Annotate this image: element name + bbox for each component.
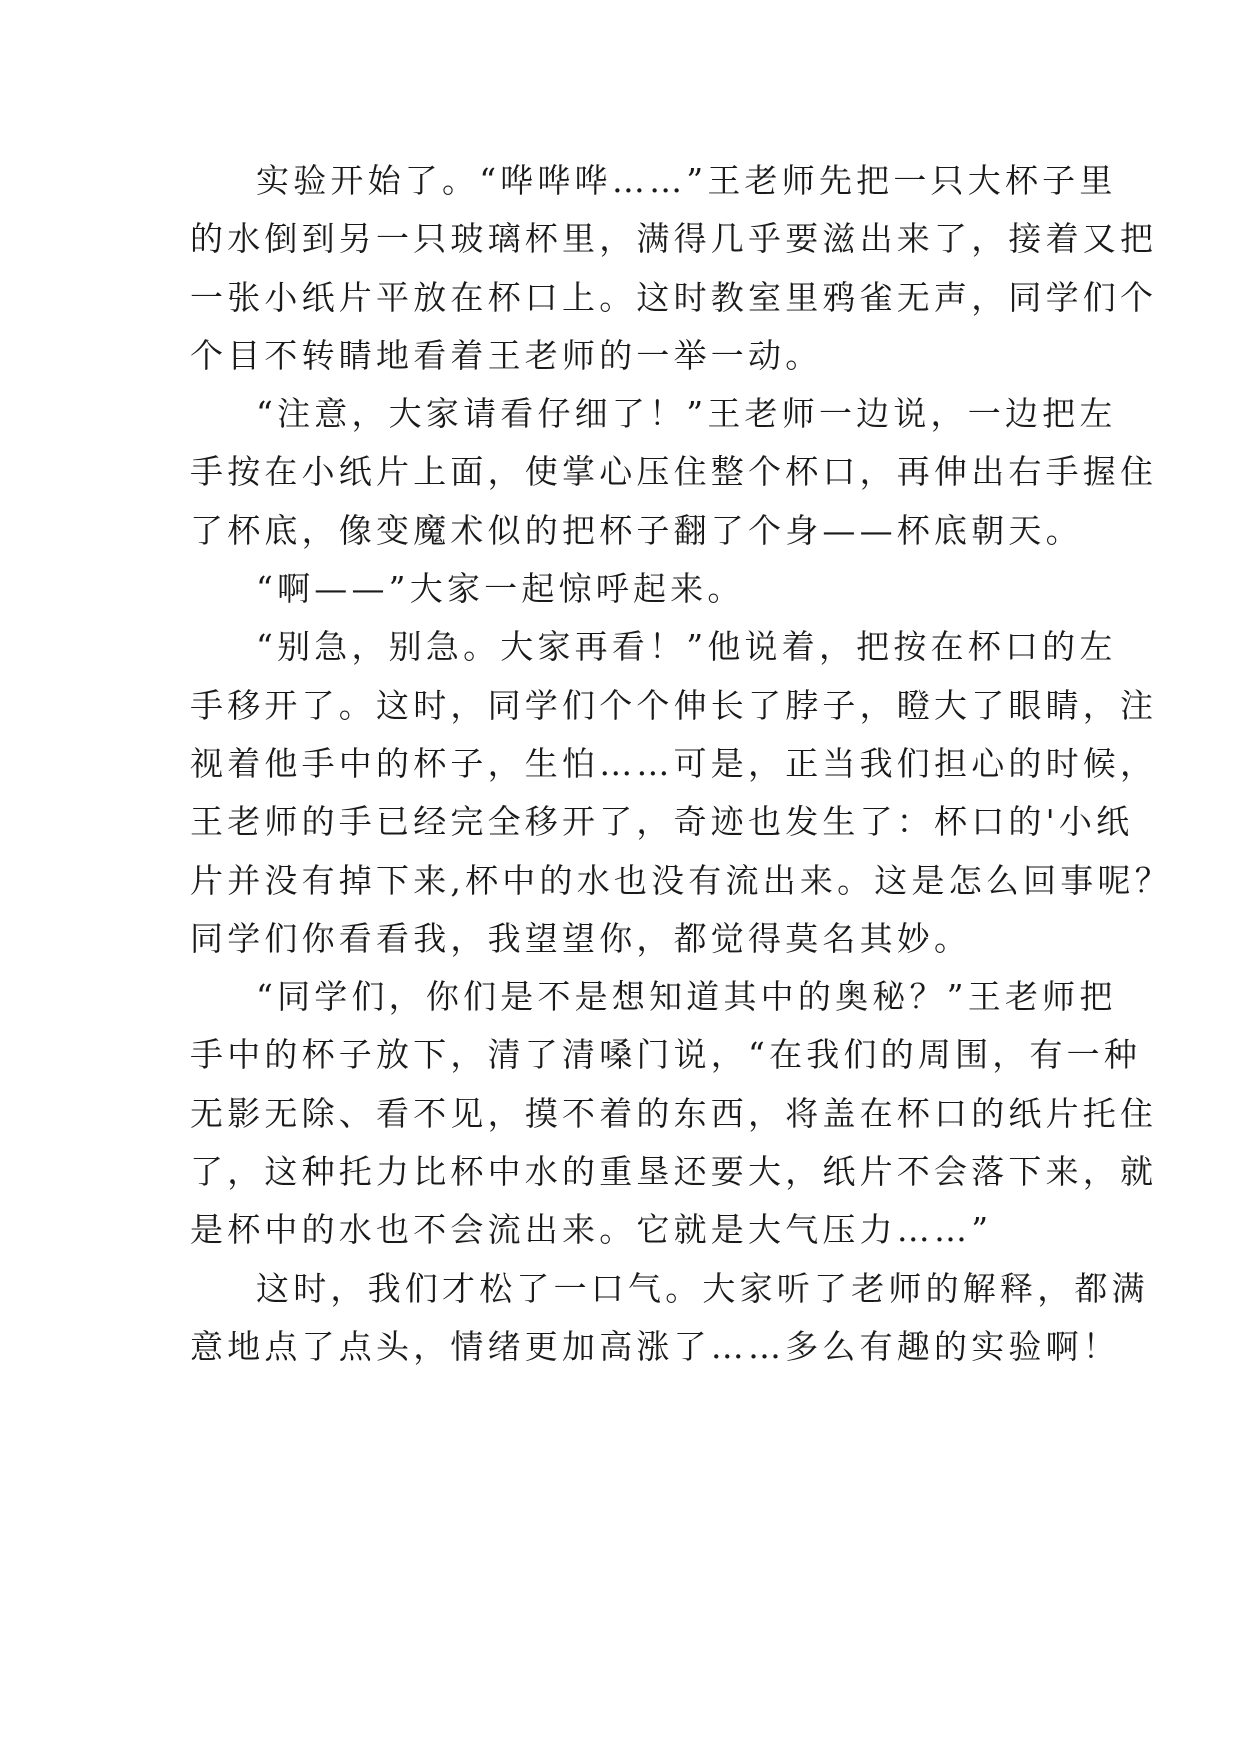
text-line: “别急，别急。大家再看！”他说着，把按在杯口的左 [256,627,1117,667]
text-line: 这时，我们才松了一口气。大家听了老师的解释，都满 [256,1268,1149,1308]
text-line: 的水倒到另一只玻璃杯里，满得几乎要滋出来了，接着又把 [190,219,1158,259]
text-line: 了杯底，像变魔术似的把杯子翻了个身——杯底朝天。 [190,510,1083,550]
text-line: 片并没有掉下来,杯中的水也没有流出来。这是怎么回事呢？ [190,860,1172,900]
text-line: 王老师的手已经完全移开了，奇迹也发生了：杯口的'小纸 [190,802,1134,842]
text-line: 个目不转睛地看着王老师的一举一动。 [190,335,823,375]
text-line: 是杯中的水也不会流出来。它就是大气压力……” [190,1210,993,1250]
text-line: 视着他手中的杯子，生怕……可是，正当我们担心的时候， [190,743,1158,783]
text-line: 手按在小纸片上面，使掌心压住整个杯口，再伸出右手握住 [190,452,1158,492]
text-line: “啊——”大家一起惊呼起来。 [256,569,745,609]
text-line: 实验开始了。“哗哗哗……”王老师先把一只大杯子里 [256,161,1117,200]
article-body [190,152,1172,1376]
text-line: 一张小纸片平放在杯口上。这时教室里鸦雀无声，同学们个 [190,277,1158,317]
text-line: “同学们，你们是不是想知道其中的奥秘？”王老师把 [256,977,1117,1017]
text-line: 手移开了。这时，同学们个个伸长了脖子，瞪大了眼睛，注 [190,685,1158,725]
text-line: 无影无除、看不见，摸不着的东西，将盖在杯口的纸片托住 [190,1093,1158,1133]
text-line: 同学们你看看我，我望望你，都觉得莫名其妙。 [190,918,972,958]
text-line: 意地点了点头，情绪更加高涨了……多么有趣的实验啊！ [190,1326,1120,1366]
text-line: 手中的杯子放下，清了清嗓门说，“在我们的周围，有一种 [190,1035,1142,1075]
text-line: 了，这种托力比杯中水的重垦还要大，纸片不会落下来，就 [190,1152,1158,1192]
text-line: “注意，大家请看仔细了！”王老师一边说，一边把左 [256,394,1117,434]
